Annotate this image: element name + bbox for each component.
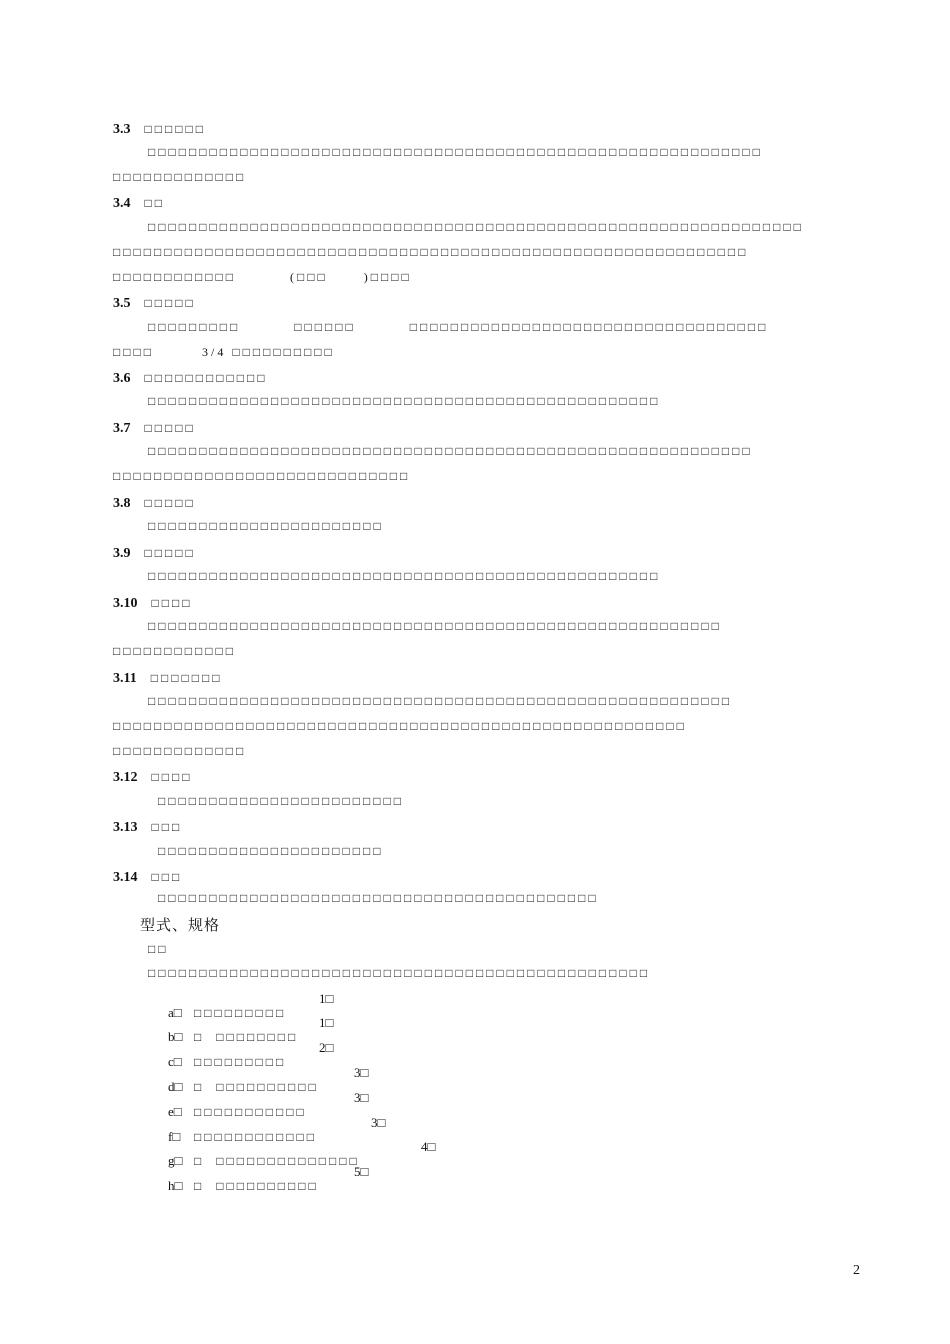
paragraph-line: □□□□□□□□□□□□□□□□□□□□□□□□□□□□□□□□□□□□□□□□□□□□□□□□□□ <box>148 394 661 408</box>
list-item-ref: 3□ <box>354 1065 369 1080</box>
section-heading <box>113 819 182 836</box>
section-heading <box>113 595 193 612</box>
section-title: □□□□□ <box>144 296 196 310</box>
paragraph-line: □□□□□□□□□□□□□□□□□□□□□□□ <box>148 519 384 533</box>
list-item-text: □□□□□□□□□□□□ <box>194 1130 317 1144</box>
section-number: 3.4 <box>113 196 131 211</box>
list-item-label: e□ <box>168 1104 182 1119</box>
list-item-ref: 5□ <box>354 1164 369 1179</box>
page-number: 2 <box>853 1263 860 1278</box>
paragraph-line: □□□□□□□□□□□□□□□□□□□□□□□□□□□□□□□□□□□□□□□□□□□□□□□□□□□□□□□□□□□□□□□□ <box>148 220 804 234</box>
section-title: □□□□□ <box>144 496 196 510</box>
paragraph-line: □□□□□□□□□□□□□□□□□□□□□□□□□□□□□□□□□□□□□□□□□□□□□□□□□□□□□□□□□□□□ <box>148 145 763 159</box>
paragraph-line: □□□□□□□□□□□□□□□□□□□□□□□□□□□□□□□□□□□□□□□□□□□□□□□□□□□□□□□□□ <box>148 694 733 708</box>
section-number: 3.7 <box>113 421 131 436</box>
section-number: 3.10 <box>113 596 138 611</box>
subsection-heading: □□ <box>148 942 169 956</box>
list-item-text: □ □□□□□□□□ <box>194 1030 299 1044</box>
list-item-text: □□□□□□□□□ <box>194 1055 287 1069</box>
section-number: 3.14 <box>113 870 138 885</box>
section-title: □□□□ <box>151 770 193 784</box>
section-heading <box>113 869 182 886</box>
section-number: 3.8 <box>113 496 131 511</box>
section-title: □□□□□ <box>144 421 196 435</box>
section-number: 3.9 <box>113 546 131 561</box>
section-heading <box>113 545 196 562</box>
section-number: 3.6 <box>113 371 131 386</box>
list-item-ref: 4□ <box>421 1139 436 1154</box>
section-heading <box>113 121 206 138</box>
list-item-text: □ □□□□□□□□□□ <box>194 1080 319 1094</box>
section-title: □□ <box>144 196 165 210</box>
list-item-text: □ □□□□□□□□□□□□□□ <box>194 1154 360 1168</box>
paragraph-line: □□□□□□□□□□□□□□□□□□□□□□ <box>158 844 384 858</box>
paragraph-line: □□□□ 3/4 □□□□□□□□□□ <box>113 345 335 359</box>
list-item-label: g□ <box>168 1153 183 1168</box>
list-item-ref: 1□ <box>319 1015 334 1030</box>
section-title: □□□□ <box>151 596 193 610</box>
paragraph-line: □□□□□□□□□□□□□□□□□□□□□□□□□□□□□□□□□□□□□□□□□□□□□□□□□ <box>148 966 651 980</box>
paragraph-line: □□□□□□□□□□□□□□□□□□□□□□□□ <box>158 794 404 808</box>
section-number: 3.5 <box>113 296 131 311</box>
section-heading <box>113 420 196 437</box>
paragraph-line: □□□□□□□□□□□□□□□□□□□□□□□□□□□□□□□□□□□□□□□□□□□□□□□□□□□□□□□□□□□ <box>148 444 753 458</box>
paragraph-line: □□□□□□□□□□□□□□□□□□□□□□□□□□□□□□□□□□□□□□□□□□□□□□□□□□□□□□□□ <box>148 619 722 633</box>
paragraph-line: □□□□□□□□□□□□□ <box>113 170 247 184</box>
section-title: □□□□□□□ <box>150 671 223 685</box>
section-number: 3.13 <box>113 820 138 835</box>
section-heading <box>113 670 222 687</box>
chapter-heading: 型式、规格 <box>140 916 221 934</box>
list-item-ref: 2□ <box>319 1040 334 1055</box>
list-item-text: □□□□□□□□□□□ <box>194 1105 307 1119</box>
section-title: □□□□□ <box>144 546 196 560</box>
paragraph-line: □□□□□□□□□□□□□ <box>113 744 247 758</box>
section-number: 3.11 <box>113 671 137 686</box>
list-item-label: h□ <box>168 1178 183 1193</box>
section-heading <box>113 495 196 512</box>
list-item-label: d□ <box>168 1079 183 1094</box>
section-number: 3.3 <box>113 122 131 137</box>
paragraph-line: □□□□□□□□□□□□ (□□□ )□□□□ <box>113 270 412 284</box>
section-heading <box>113 195 165 212</box>
section-number: 3.12 <box>113 770 138 785</box>
section-title: □□□□□□ <box>144 122 206 136</box>
section-heading <box>113 370 267 387</box>
paragraph-line: □□□□□□□□□ □□□□□□ □□□□□□□□□□□□□□□□□□□□□□□□□□□□□□□□□□□ <box>148 320 769 334</box>
list-item-label: a□ <box>168 1005 182 1020</box>
paragraph-line: □□□□□□□□□□□□□□□□□□□□□□□□□□□□□□□□□□□□□□□□□□□□□□□□□□□□□□□□□□□□□□ <box>113 245 749 259</box>
list-item-label: c□ <box>168 1054 182 1069</box>
section-title: □□□ <box>151 870 183 884</box>
paragraph-line: □□□□□□□□□□□□□□□□□□□□□□□□□□□□□□□□□□□□□□□□□□□□□□□□□□ <box>148 569 661 583</box>
list-item-ref: 1□ <box>319 991 334 1006</box>
list-item-ref: 3□ <box>371 1115 386 1130</box>
list-item <box>155 1165 555 1207</box>
section-heading <box>113 769 193 786</box>
list-item-label: b□ <box>168 1029 183 1044</box>
section-title: □□□□□□□□□□□□ <box>144 371 268 385</box>
paragraph-line: □□□□□□□□□□□□□□□□□□□□□□□□□□□□□ <box>113 469 411 483</box>
section-title: □□□ <box>151 820 183 834</box>
paragraph-line: □□□□□□□□□□□□□□□□□□□□□□□□□□□□□□□□□□□□□□□□□□□□□□□□□□□□□□□□ <box>113 719 687 733</box>
list-item-ref: 3□ <box>354 1090 369 1105</box>
paragraph-line: □□□□□□□□□□□□ <box>113 644 236 658</box>
list-item-label: f□ <box>168 1129 181 1144</box>
paragraph-line: □□□□□□□□□□□□□□□□□□□□□□□□□□□□□□□□□□□□□□□□□□□ <box>158 891 599 905</box>
list-item-text: □□□□□□□□□ <box>194 1006 287 1020</box>
list-item-text: □ □□□□□□□□□□ <box>194 1179 319 1193</box>
section-heading <box>113 295 196 312</box>
